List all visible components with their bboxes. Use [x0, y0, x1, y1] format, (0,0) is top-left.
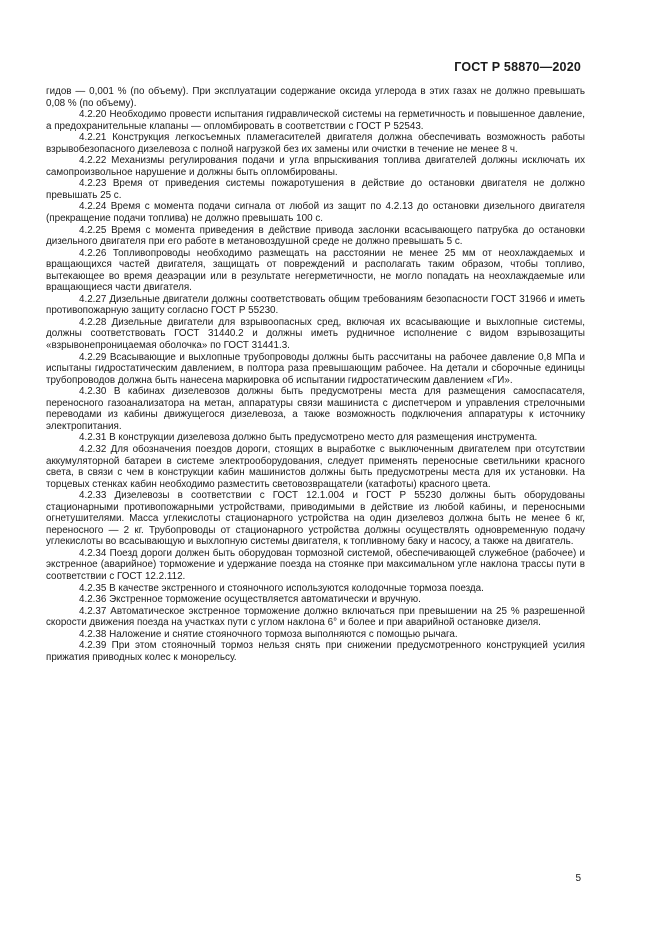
clause-4-2-21: 4.2.21 Конструкция легкосъемных пламегасителей двигателя должна обеспечивать возможность работы взрывобезопасного дизелевоза с полной нагрузкой без их замены или очистки в течение не менее 8 ч.: [46, 132, 585, 155]
clause-4-2-24: 4.2.24 Время с момента подачи сигнала от любой из защит по 4.2.13 до остановки дизельного двигателя (прекращение подачи топлива) не должно превышать 100 с.: [46, 201, 585, 225]
clause-4-2-33: 4.2.33 Дизелевозы в соответствии с ГОСТ 12.1.004 и ГОСТ Р 55230 должны быть оборудованы стационарными противопожарными устройствами, приводимыми в действие из любой кабины, и переносными огнетушителями. Масса углекислоты стационарного устройства на один дизелевоз должна быть не менее 6 кг, переносного — 2 кг. Трубопроводы от стационарного устройства должны осуществлять одновременную подачу углекислоты во всасывающую и выхлопную системы двигателя, к топливному баку и насосу, а также на двигатель.: [46, 490, 585, 548]
clause-4-2-28: 4.2.28 Дизельные двигатели для взрывоопасных сред, включая их всасывающие и выхлопные системы, должны соответствовать ГОСТ 31440.2 и должны иметь рудничное исполнение с видом взрывозащиты «взрывонепроницаемая оболочка» по ГОСТ 31441.3.: [46, 316, 585, 352]
clause-4-2-26: 4.2.26 Топливопроводы необходимо размещать на расстоянии не менее 25 мм от неохлаждаемых и вращающихся частей двигателя, защищать от повреждений и располагать таким образом, чтобы топливо, вытекающее во время деаэрации или в результате негерметичности, не могло попадать на неохлаждаемые или вращающиеся части двигателя.: [46, 247, 585, 294]
document-body: [46, 86, 585, 663]
clause-4-2-32: 4.2.32 Для обозначения поездов дороги, стоящих в выработке с выключенным двигателем при отсутствии аккумуляторной батареи в системе электрооборудования, следует применять переносные светильники красного света, в связи с чем в конструкции кабин машинистов должны быть предусмотрены места для их установки. На торцевых стенках кабин необходимо разместить световозвращатели (катафоты) красного цвета.: [46, 443, 585, 490]
clause-4-2-37: 4.2.37 Автоматическое экстренное торможение должно включаться при превышении на 25 % разрешенной скорости движения поезда на участках пути с углом наклона 6° и более и при аварийной остановке дизеля.: [46, 605, 585, 629]
page-number: 5: [575, 873, 581, 884]
clause-4-2-38: 4.2.38 Наложение и снятие стояночного тормоза выполняются с помощью рычага.: [79, 628, 458, 640]
clause-4-2-39: 4.2.39 При этом стояночный тормоз нельзя снять при снижении предусмотренного конструкцией усилия прижатия приводных колес к монорельсу.: [46, 640, 585, 663]
clause-4-2-25: 4.2.25 Время с момента приведения в действие привода заслонки всасывающего патрубка до остановки дизельного двигателя при его работе в метановоздушной среде не должно превышать 5 с.: [46, 224, 585, 248]
clause-4-2-29: 4.2.29 Всасывающие и выхлопные трубопроводы должны быть рассчитаны на рабочее давление 0,8 МПа и испытаны гидростатическим давлением, в полтора раза превышающим рабочее. На детали и сборочные единицы трубопроводов должна быть нанесена маркировка об испытании гидростатическим давлением «ГИ».: [46, 351, 585, 386]
clause-4-2-31: 4.2.31 В конструкции дизелевоза должно быть предусмотрено место для размещения инструмента.: [79, 432, 538, 444]
document-id-header: ГОСТ Р 58870—2020: [454, 60, 581, 74]
clause-4-2-23: 4.2.23 Время от приведения системы пожаротушения в действие до остановки двигателя не должно превышать 25 с.: [46, 178, 585, 201]
clause-4-2-36: 4.2.36 Экстренное торможение осуществляется автоматически и вручную.: [79, 594, 421, 606]
clause-4-2-30: 4.2.30 В кабинах дизелевозов должны быть предусмотрены места для размещения самоспасателя, переносного газоанализатора на метан, аппаратуры связи машиниста с диспетчером и управления стрелочными переводами из кабины движущегося дизелевоза, а также возможность подключения аппаратуры к источнику электропитания.: [46, 386, 585, 432]
paragraph-continuation: гидов — 0,001 % (по объему). При эксплуатации содержание оксида углерода в этих газах не должно превышать 0,08 % (по объему).: [46, 86, 585, 109]
clause-4-2-22: 4.2.22 Механизмы регулирования подачи и угла впрыскивания топлива двигателей должны исключать их самопроизвольное нарушение и должны быть опломбированы.: [46, 155, 585, 178]
clause-4-2-34: 4.2.34 Поезд дороги должен быть оборудован тормозной системой, обеспечивающей служебное (рабочее) и экстренное (аварийное) торможение и удержание поезда на стоянке при максимальном угле наклона трассы пути в соответствии с ГОСТ 12.2.112.: [46, 547, 585, 582]
clause-4-2-20: 4.2.20 Необходимо провести испытания гидравлической системы на герметичность и повышенное давление, а предохранительные клапаны — опломбировать в соответствии с ГОСТ Р 52543.: [46, 109, 585, 132]
clause-4-2-35: 4.2.35 В качестве экстренного и стояночного используются колодочные тормоза поезда.: [79, 582, 484, 594]
clause-4-2-27: 4.2.27 Дизельные двигатели должны соответствовать общим требованиям безопасности ГОСТ 31966 и иметь противопожарную защиту согласно ГОСТ Р 55230.: [46, 293, 585, 317]
